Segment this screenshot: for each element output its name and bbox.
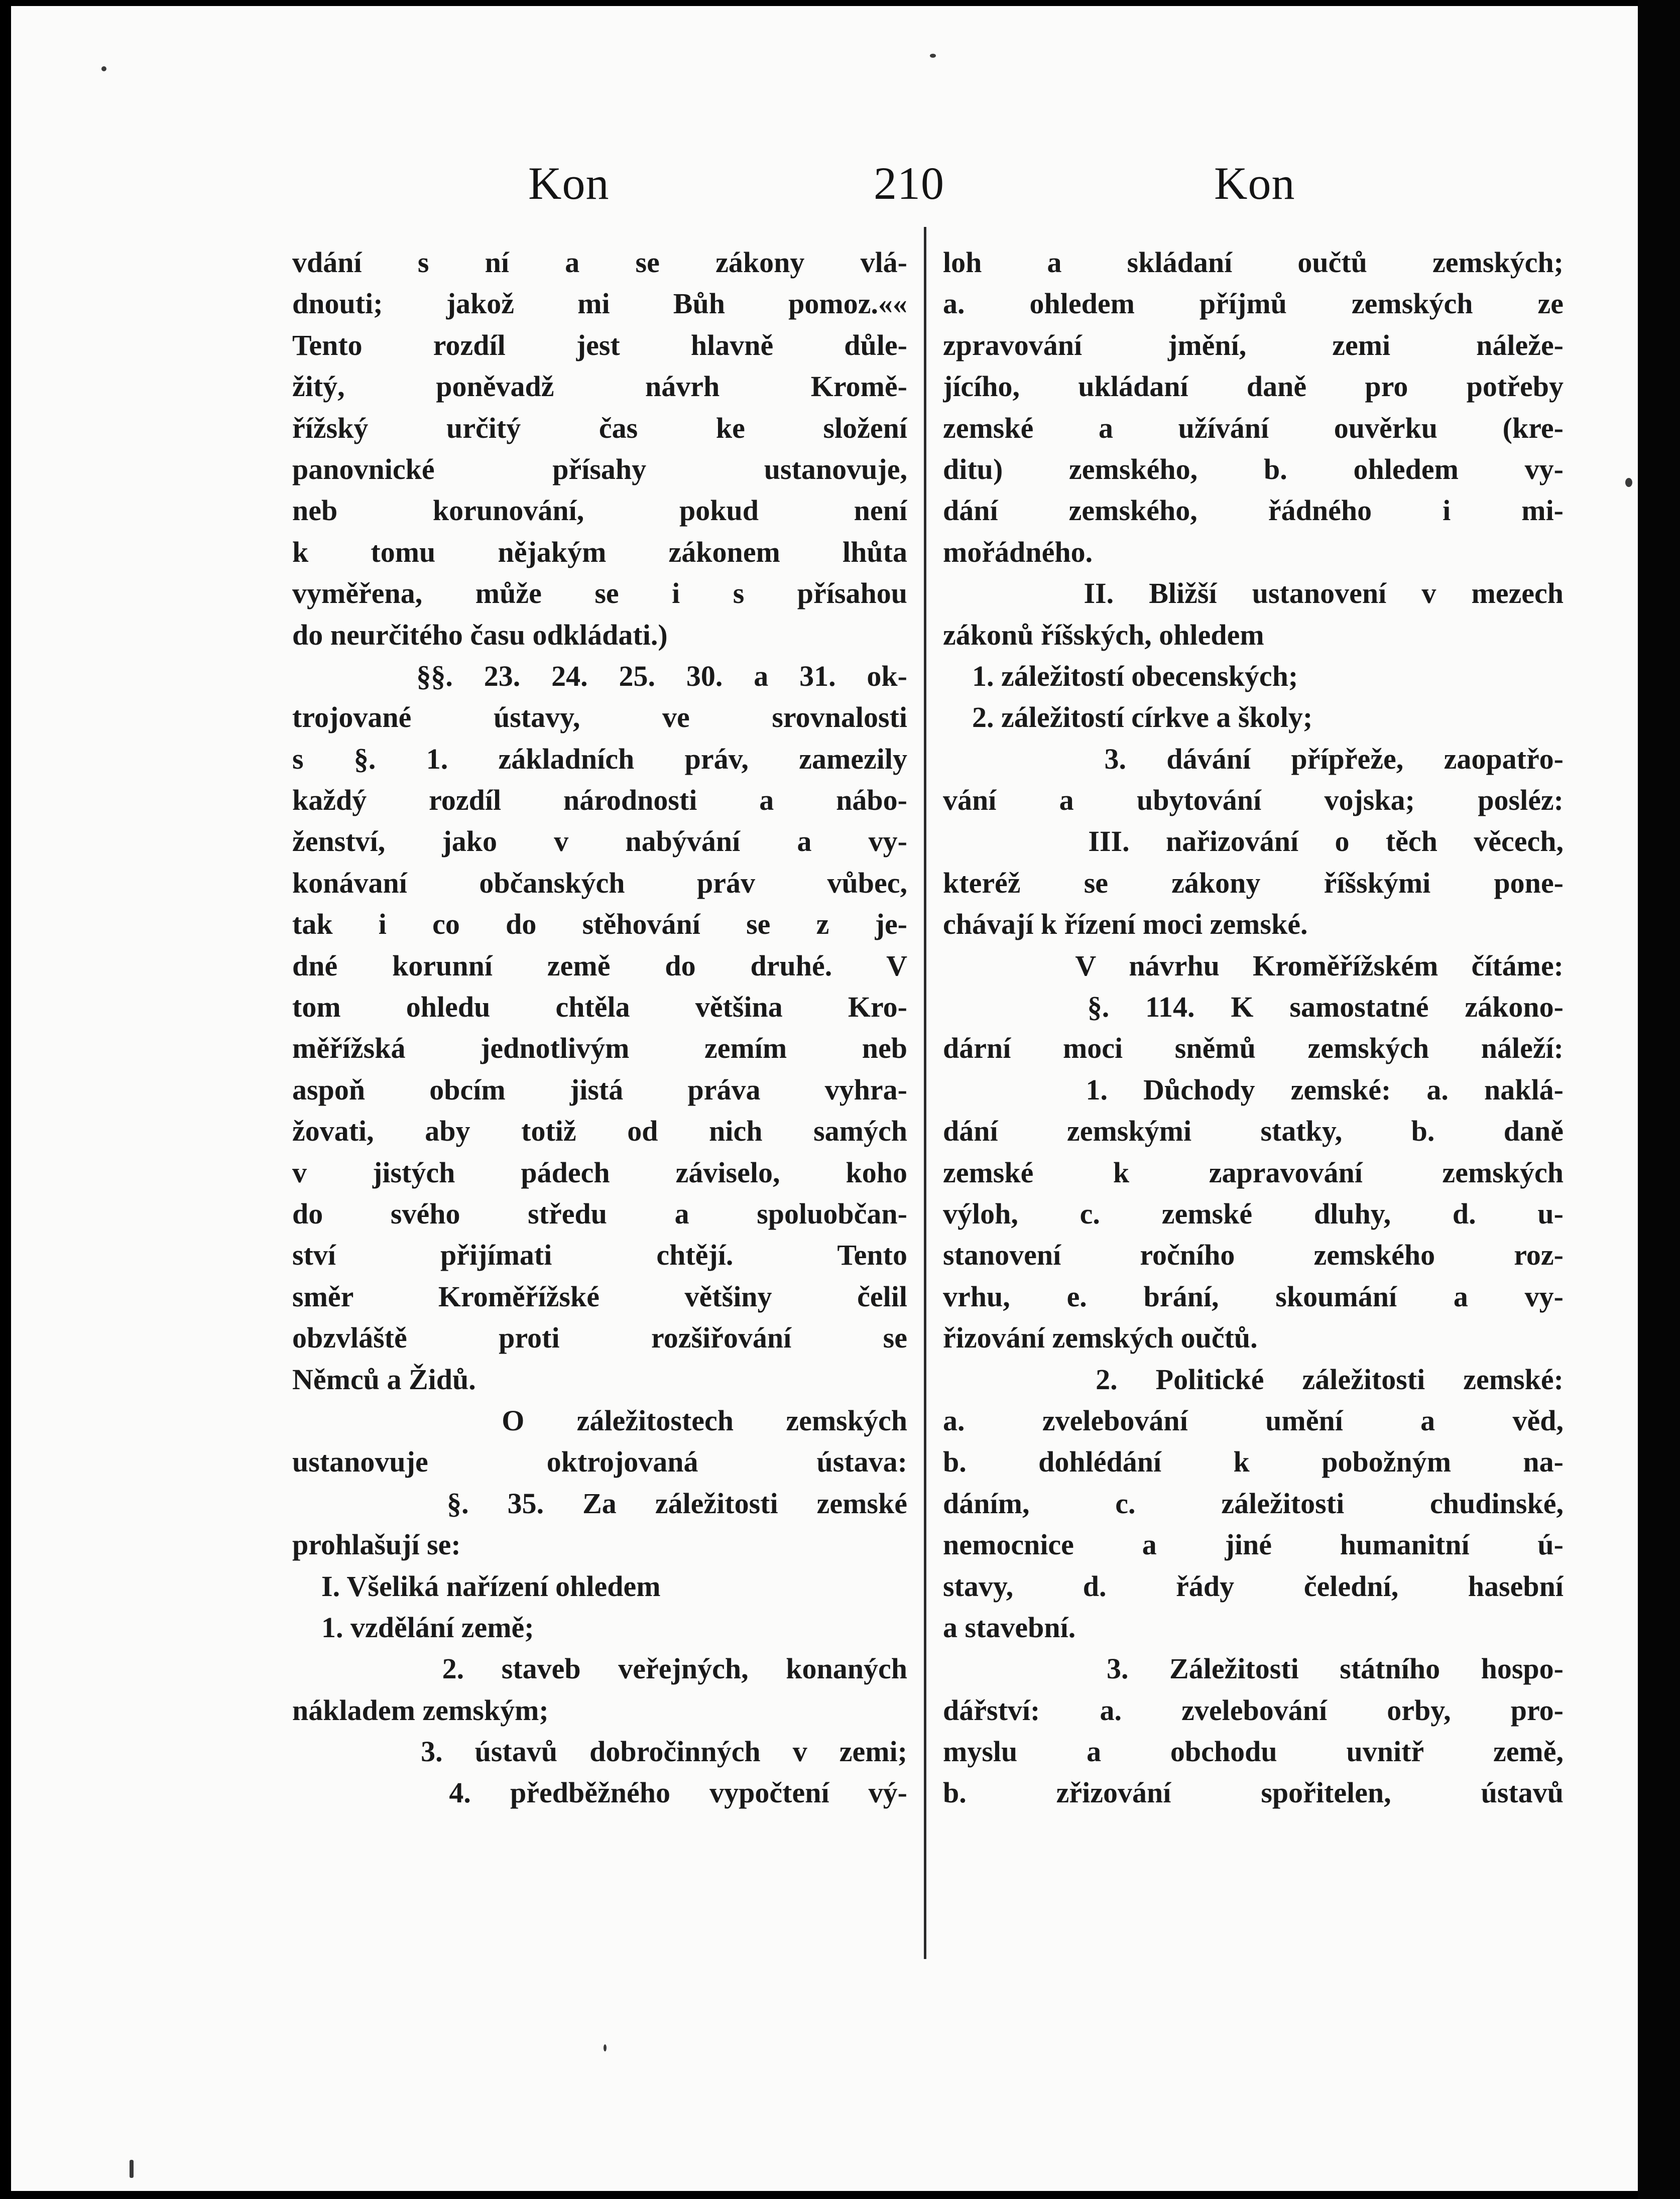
left-column-line: nákladem zemským; [292, 1693, 549, 1727]
right-column-line: zpravování jmění, zemi náleže- [943, 328, 1564, 361]
right-column-line: a stavební. [943, 1611, 1076, 1644]
right-column-line: V návrhu Kroměřížském čítáme: [943, 949, 1564, 982]
column-divider [924, 227, 926, 1959]
paper-speck [130, 2160, 134, 2178]
left-column-line: 3. ústavů dobročinných v zemi; [292, 1735, 907, 1768]
left-column-line: I. Všeliká nařízení ohledem [292, 1569, 661, 1603]
scan-border [1638, 0, 1680, 2199]
left-column-line: ustanovuje oktrojovaná ústava: [292, 1445, 907, 1479]
left-column-line: neb korunování, pokud není [292, 494, 907, 527]
left-column-line: konávaní občanských práv vůbec, [292, 866, 907, 899]
left-column-line: aspoň obcím jistá práva vyhra- [292, 1073, 907, 1106]
right-column-line: II. Bližší ustanovení v mezech [943, 577, 1564, 610]
page-number: 210 [874, 158, 944, 209]
right-column-line: a. ohledem příjmů zemských ze [943, 287, 1564, 320]
header-left-word: Kon [528, 158, 610, 209]
left-column-line: obzvláště proti rozšiřování se [292, 1321, 907, 1355]
left-column-line: 4. předběžného vypočtení vý- [292, 1776, 907, 1809]
left-column-line: prohlašují se: [292, 1528, 461, 1561]
right-column-line: zákonů říšských, ohledem [943, 618, 1264, 651]
right-column-line: stanovení ročního zemského roz- [943, 1239, 1564, 1272]
right-column-line: loh a skládaní oučtů zemských; [943, 246, 1564, 279]
left-column-line: řížský určitý čas ke složení [292, 411, 907, 444]
left-column-line: žovati, aby totiž od nich samých [292, 1115, 907, 1148]
left-text-column [292, 242, 907, 1814]
right-column-line: 1. Důchody zemské: a. naklá- [943, 1073, 1564, 1106]
right-column-line: dářství: a. zvelebování orby, pro- [943, 1693, 1564, 1727]
right-column-line: dání zemského, řádného i mi- [943, 494, 1564, 527]
paper-speck [101, 66, 106, 71]
left-column-line: ženství, jako v nabývání a vy- [292, 825, 907, 858]
left-column-line: 1. vzdělání země; [292, 1611, 534, 1644]
right-column-line: §. 114. K samostatné zákono- [943, 991, 1564, 1024]
left-column-line: v jistých pádech záviselo, koho [292, 1156, 907, 1189]
header-right-word: Kon [1214, 158, 1295, 209]
left-column-line: §. 35. Za záležitosti zemské [292, 1487, 907, 1520]
right-column-line: III. nařizování o těch věcech, [943, 825, 1564, 858]
left-column-line: trojované ústavy, ve srovnalosti [292, 701, 907, 734]
left-column-line: Němců a Židů. [292, 1363, 476, 1396]
left-column-line: Tento rozdíl jest hlavně důle- [292, 328, 907, 361]
left-column-line: žitý, poněvadž návrh Kromě- [292, 370, 907, 403]
left-column-line: k tomu nějakým zákonem lhůta [292, 535, 907, 568]
left-column-line: tak i co do stěhování se z je- [292, 908, 907, 941]
right-column-line: dáním, c. záležitosti chudinské, [943, 1487, 1564, 1520]
paper-speck [930, 54, 936, 58]
left-column-line: tom ohledu chtěla většina Kro- [292, 991, 907, 1024]
right-column-line: 2. záležitostí církve a školy; [943, 701, 1313, 734]
right-column-line: b. zřizování spořitelen, ústavů [943, 1776, 1564, 1809]
right-column-line: zemské a užívání ouvěrku (kre- [943, 411, 1564, 444]
right-column-line: nemocnice a jiné humanitní ú- [943, 1528, 1564, 1561]
left-column-line: s §. 1. základních práv, zamezily [292, 742, 907, 775]
left-column-line: §§. 23. 24. 25. 30. a 31. ok- [292, 659, 907, 692]
right-column-line: kteréž se zákony říšskými pone- [943, 866, 1564, 899]
left-column-line: každý rozdíl národnosti a nábo- [292, 784, 907, 817]
right-column-line: myslu a obchodu uvnitř země, [943, 1735, 1564, 1768]
left-column-line: vdání s ní a se zákony vlá- [292, 246, 907, 279]
left-column-line: vyměřena, může se i s přísahou [292, 577, 907, 610]
left-column-line: do neurčitého času odkládati.) [292, 618, 668, 651]
left-column-line: do svého středu a spoluobčan- [292, 1197, 907, 1230]
right-column-line: vrhu, e. brání, skoumání a vy- [943, 1280, 1564, 1313]
book-page [11, 6, 1638, 2191]
right-column-line: dání zemskými statky, b. daně [943, 1115, 1564, 1148]
paper-speck [1625, 478, 1632, 487]
right-column-line: mořádného. [943, 535, 1093, 568]
right-column-line: jícího, ukládaní daně pro potřeby [943, 370, 1564, 403]
right-column-line: chávají k řízení moci zemské. [943, 908, 1308, 941]
left-column-line: dné korunní země do druhé. V [292, 949, 907, 982]
left-column-line: panovnické přísahy ustanovuje, [292, 452, 907, 485]
right-column-line: vání a ubytování vojska; posléz: [943, 784, 1564, 817]
left-column-line: O záležitostech zemských [292, 1404, 907, 1437]
right-column-line: ditu) zemského, b. ohledem vy- [943, 452, 1564, 485]
right-column-line: 3. dávání přípřeže, zaopatřo- [943, 742, 1564, 775]
right-column-line: b. dohlédání k pobožným na- [943, 1445, 1564, 1479]
right-column-line: 1. záležitostí obecenských; [943, 659, 1298, 692]
right-column-line: výloh, c. zemské dluhy, d. u- [943, 1197, 1564, 1230]
left-column-line: 2. staveb veřejných, konaných [292, 1652, 907, 1685]
left-column-line: ství přijímati chtějí. Tento [292, 1239, 907, 1272]
right-column-line: 3. Záležitosti státního hospo- [943, 1652, 1564, 1685]
right-column-line: dární moci sněmů zemských náleží: [943, 1032, 1564, 1065]
right-column-line: zemské k zapravování zemských [943, 1156, 1564, 1189]
paper-speck [604, 2044, 607, 2051]
right-column-line: 2. Politické záležitosti zemské: [943, 1363, 1564, 1396]
running-header [11, 157, 1638, 217]
left-column-line: dnouti; jakož mi Bůh pomoz.«« [292, 287, 907, 320]
left-column-line: měřížská jednotlivým zemím neb [292, 1032, 907, 1065]
left-column-line: směr Kroměřížské většiny čelil [292, 1280, 907, 1313]
right-text-column [943, 242, 1564, 1814]
right-column-line: stavy, d. řády čelední, hasební [943, 1569, 1564, 1603]
right-column-line: řizování zemských oučtů. [943, 1321, 1258, 1355]
right-column-line: a. zvelebování umění a věd, [943, 1404, 1564, 1437]
